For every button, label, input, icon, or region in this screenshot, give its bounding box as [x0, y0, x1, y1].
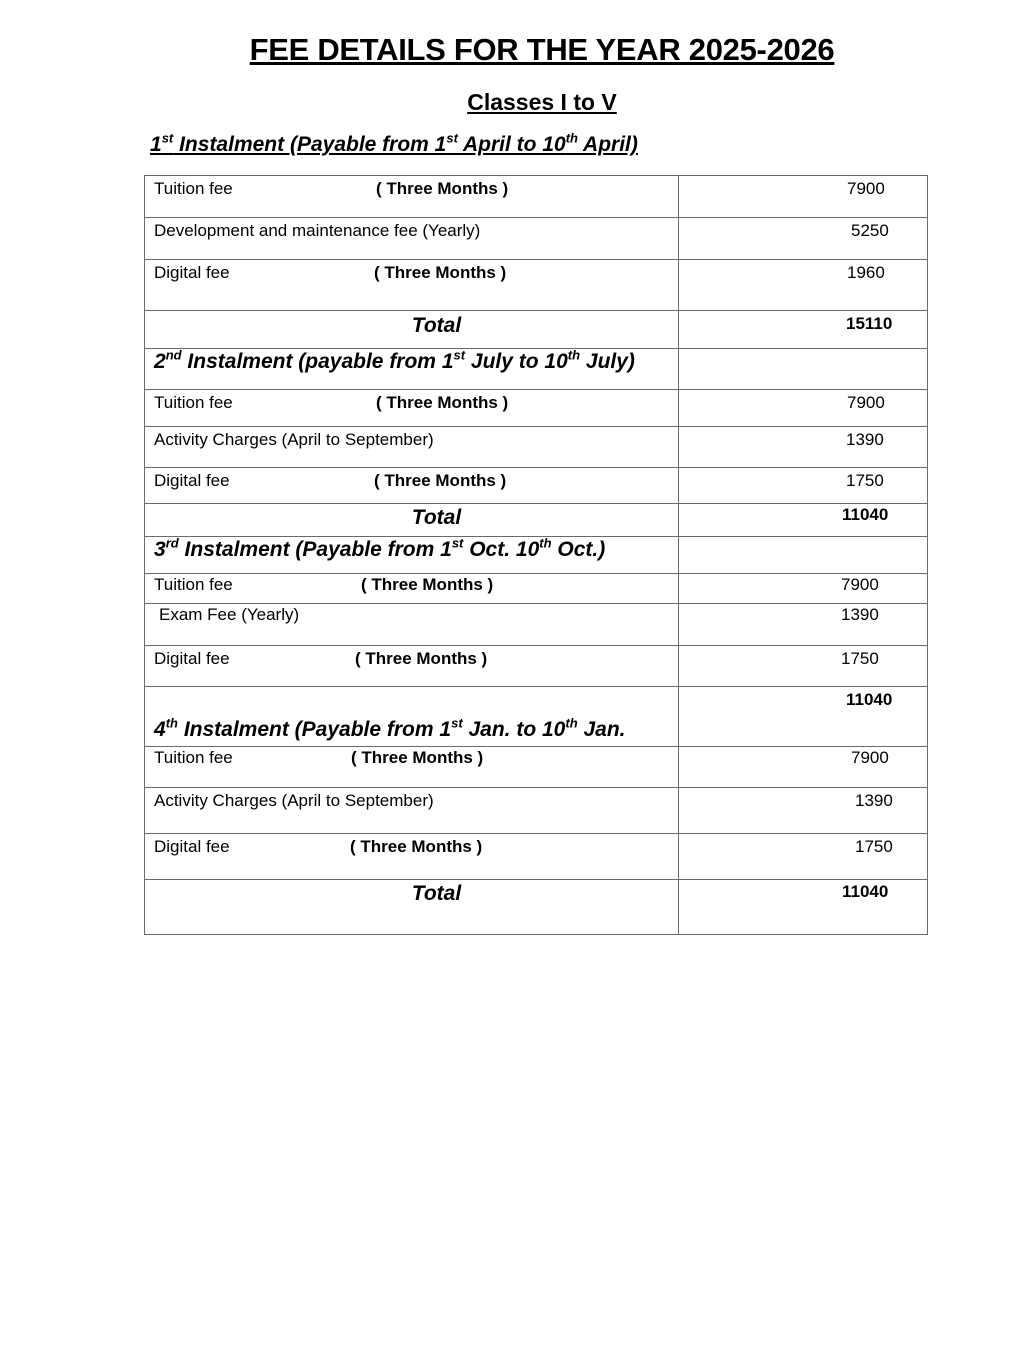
total-label: Total: [411, 314, 462, 337]
table-row: [145, 176, 928, 218]
fee-amount: 7900: [851, 748, 889, 767]
fee-duration: ( Three Months ): [374, 263, 507, 282]
instalment-2-heading: 2nd Instalment (payable from 1st July to 10th July): [154, 347, 635, 373]
page-title: FEE DETAILS FOR THE YEAR 2025-2026: [249, 32, 835, 67]
fee-amount: 1750: [846, 471, 884, 490]
fee-label: Development and maintenance fee (Yearly): [154, 221, 481, 240]
table-row: [145, 468, 928, 504]
total-label: Total: [411, 882, 462, 905]
fee-label: Activity Charges (April to September): [154, 430, 434, 449]
total-row: [145, 311, 928, 349]
total-row: [145, 880, 928, 935]
instalment-3-heading: 3rd Instalment (Payable from 1st Oct. 10th Oct.): [154, 535, 606, 561]
instalment-3-heading-row: [145, 537, 928, 574]
fee-label: Digital fee: [154, 837, 230, 856]
fee-duration: ( Three Months ): [376, 393, 509, 412]
instalment-1-heading: 1st Instalment (Payable from 1st April to 10th April): [150, 130, 638, 156]
fee-label: Tuition fee: [154, 575, 233, 594]
fee-label: Tuition fee: [154, 179, 233, 198]
table-row: [145, 834, 928, 880]
instalment-2-heading-row: [145, 349, 928, 390]
fee-label: Exam Fee (Yearly): [159, 605, 300, 624]
page-subtitle: Classes I to V: [467, 89, 617, 115]
fee-amount: 1960: [847, 263, 885, 282]
total-amount: 11040: [846, 690, 893, 709]
fee-amount: 1750: [841, 649, 879, 668]
fee-duration: ( Three Months ): [374, 471, 507, 490]
total-amount: 15110: [846, 314, 893, 333]
fee-amount: 7900: [847, 393, 885, 412]
fee-label: Tuition fee: [154, 393, 233, 412]
fee-label: Tuition fee: [154, 748, 233, 767]
table-row: [145, 260, 928, 311]
table-row: [145, 788, 928, 834]
fee-label: Activity Charges (April to September): [154, 791, 434, 810]
fee-amount: 5250: [851, 221, 889, 240]
table-row: [145, 646, 928, 687]
instalment-4-heading-row: [145, 687, 928, 747]
fee-amount: 1390: [841, 605, 879, 624]
total-amount: 11040: [842, 882, 889, 901]
fee-amount: 1390: [846, 430, 884, 449]
fee-amount: 7900: [847, 179, 885, 198]
fee-table: [144, 175, 928, 935]
table-row: [145, 747, 928, 788]
instalment-4-heading: 4th Instalment (Payable from 1st Jan. to 10th Jan.: [154, 715, 626, 741]
fee-amount: 1390: [855, 791, 893, 810]
total-row: [145, 504, 928, 537]
table-row: [145, 427, 928, 468]
fee-duration: ( Three Months ): [350, 837, 483, 856]
fee-duration: ( Three Months ): [361, 575, 494, 594]
fee-amount: 7900: [841, 575, 879, 594]
fee-label: Digital fee: [154, 649, 230, 668]
table-row: [145, 604, 928, 646]
total-amount: 11040: [842, 505, 889, 524]
fee-amount: 1750: [855, 837, 893, 856]
table-row: [145, 218, 928, 260]
fee-label: Digital fee: [154, 471, 230, 490]
table-row: [145, 574, 928, 604]
fee-duration: ( Three Months ): [351, 748, 484, 767]
table-row: [145, 390, 928, 427]
total-label: Total: [411, 506, 462, 529]
fee-duration: ( Three Months ): [376, 179, 509, 198]
fee-label: Digital fee: [154, 263, 230, 282]
fee-duration: ( Three Months ): [355, 649, 488, 668]
